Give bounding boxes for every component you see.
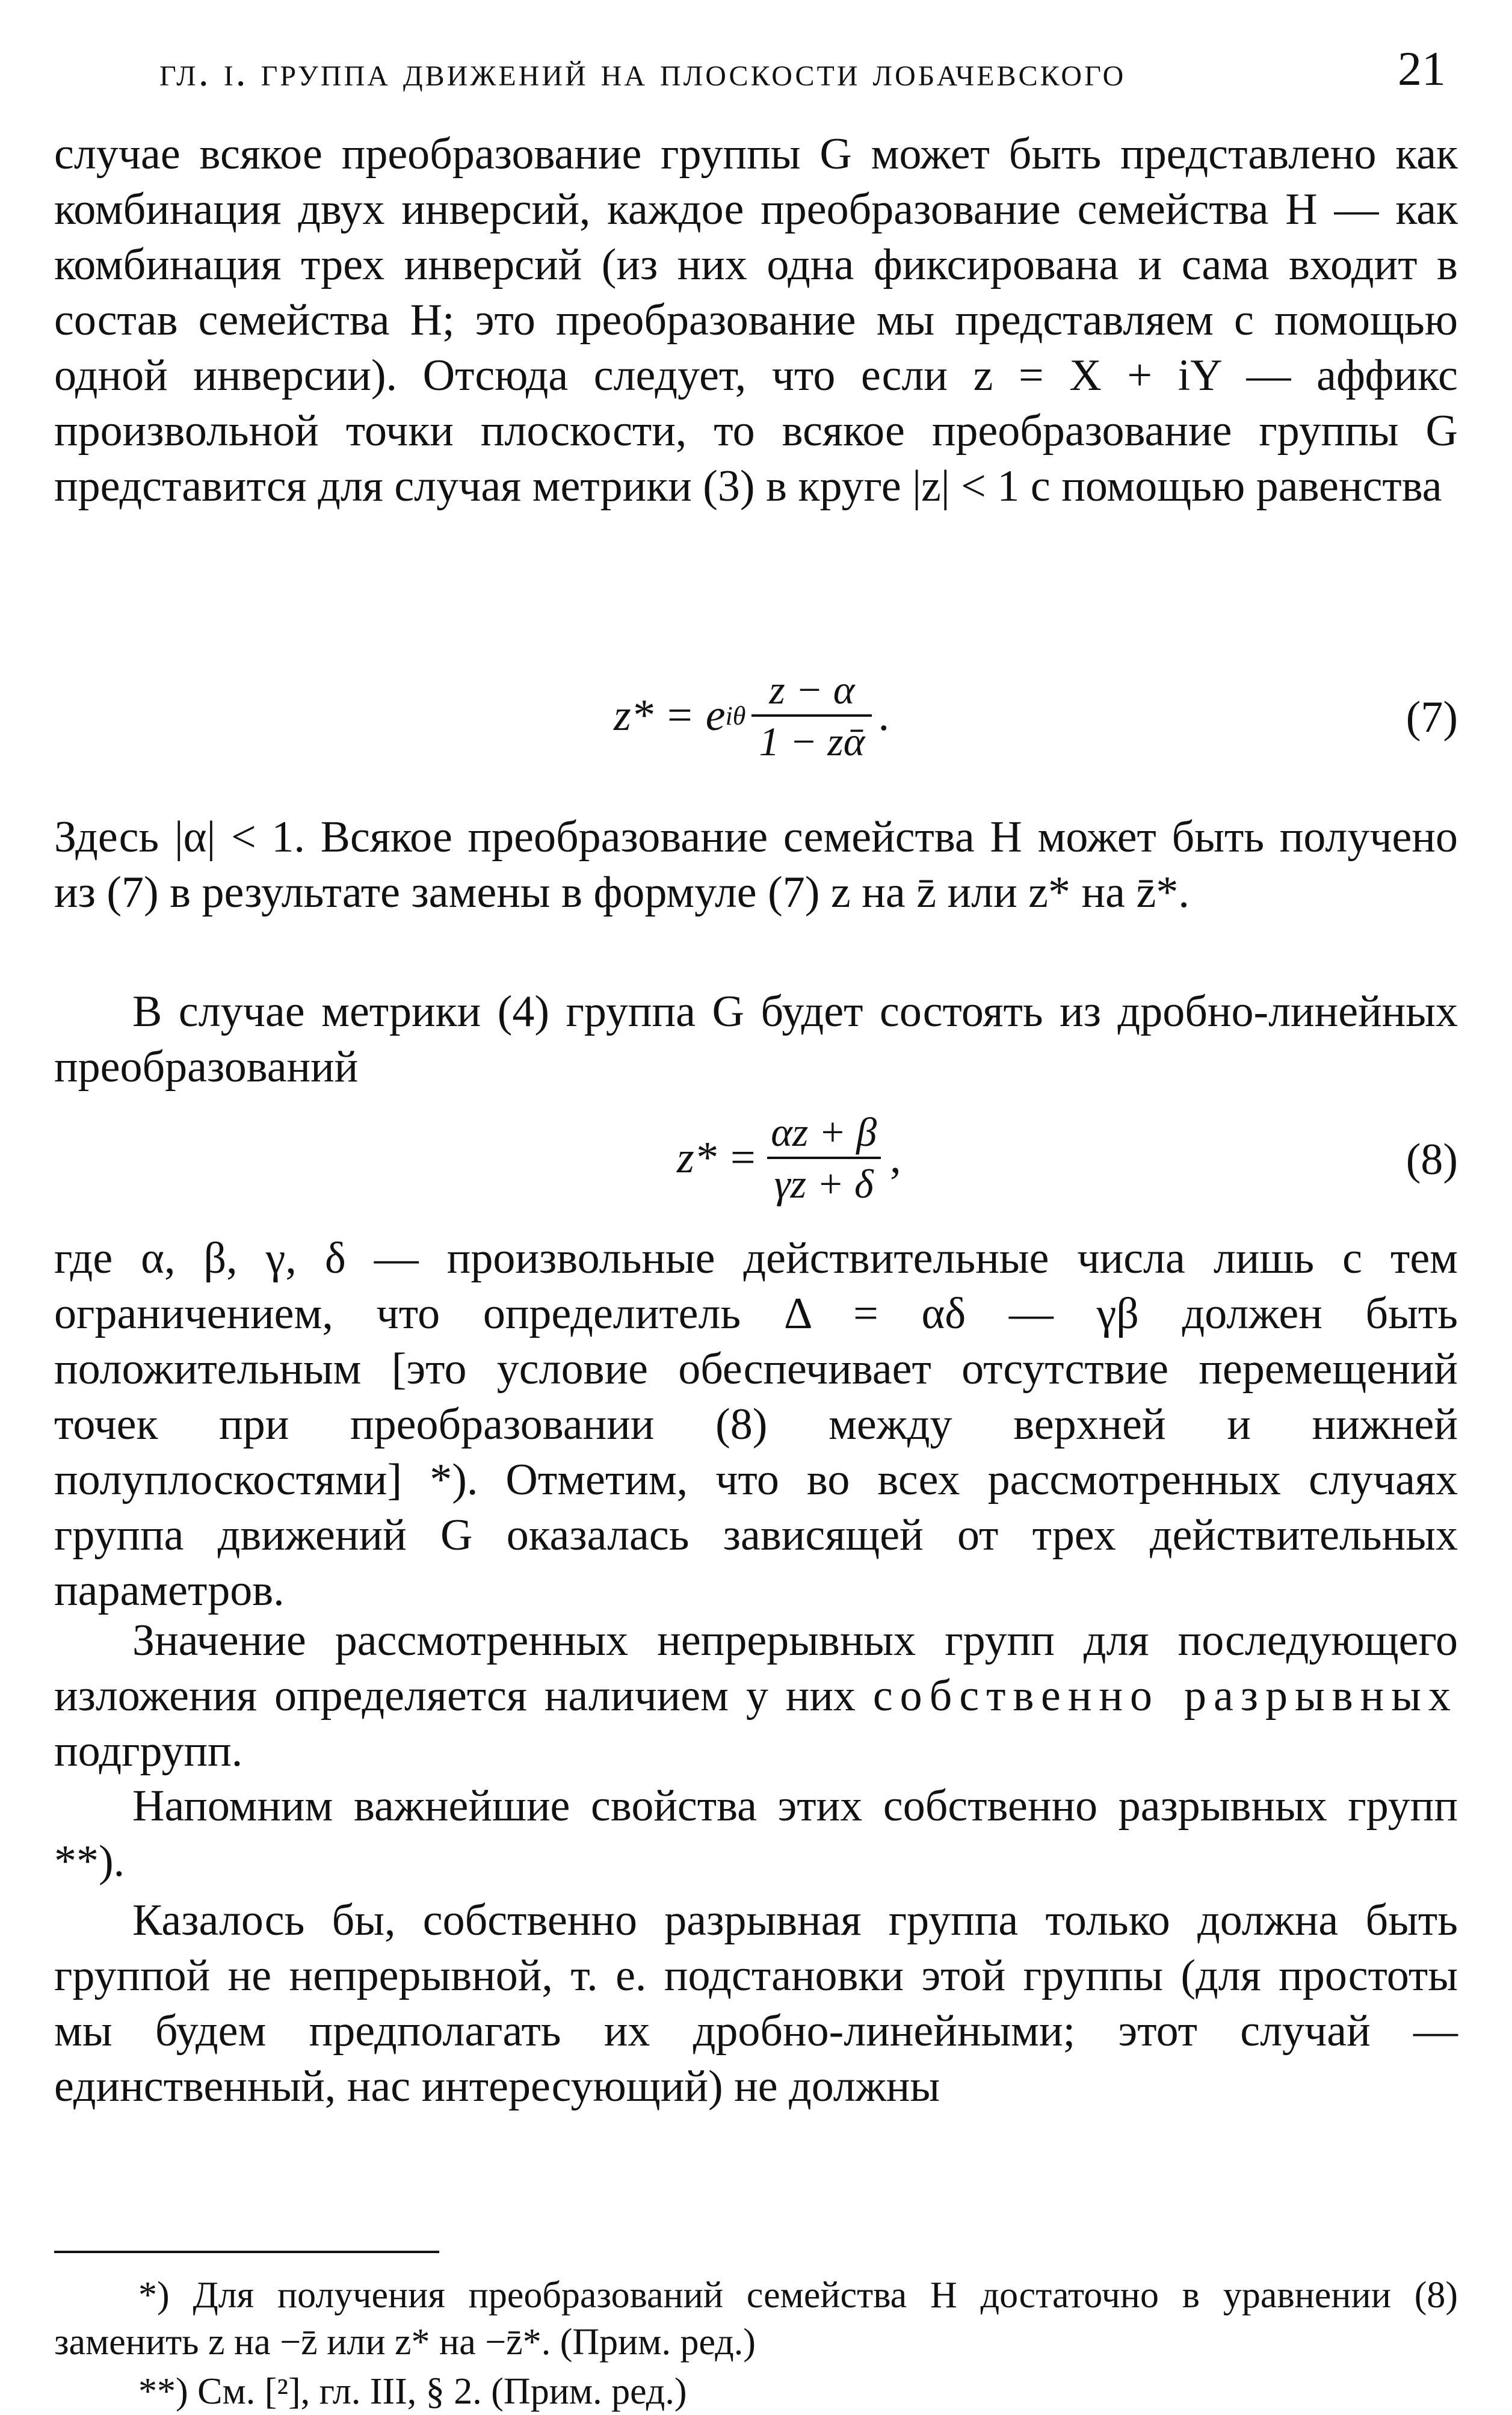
page-header [54,36,1458,108]
formula-8-fraction [764,1107,884,1208]
formula-8-tail: , [890,1133,901,1183]
formula-7-tail: . [878,690,889,740]
equation-number-7: (7) [1406,693,1458,742]
footnote-2: **) См. [²], гл. III, § 2. (Прим. ред.) [138,2371,687,2412]
formula-7 [54,665,1458,821]
paragraph-1: случае всякое преобразование группы G может быть представлено как комбинация двух инверсий, каждое преобразование семейства H — как комбинация трех инверсий (из них одна фиксирована и сама входит в состав семейства H; это преобразование мы представляем с помощью одной инверсии). Отсюда следует, что если z = X + iY — аффикс произвольной точки плоскости, то всякое преобразование группы G представится для случая метрики (3) в круге |z| < 1 с помощью равенства [54,129,1458,511]
formula-8-numerator: αz + β [771,1109,877,1155]
formula-7-denominator: 1 − zᾱ [751,714,872,766]
paragraph-5-end: подгрупп. [54,1727,243,1776]
paragraph-7: Казалось бы, собственно разрывная группа только должна быть группой не непрерывной, т. е. подстановки этой группы (для простоты мы будем предполагать их дробно-линейными; этот случай — единственный, нас интересующий) не должны [54,1896,1458,2111]
formula-7-numerator: z − α [769,667,855,713]
formula-7-body [614,665,889,766]
page-number: 21 [1398,43,1446,96]
equation-number-8: (8) [1406,1135,1458,1184]
formula-7-fraction [751,665,872,766]
paragraph-5-start: Значение рассмотренных непрерывных групп для последующего изложения определяется наличием у них [54,1616,1458,1721]
paragraph-5 [54,1613,1458,1779]
footnote-divider [54,2251,439,2253]
running-title: гл. i. группа движений на плоскости лобачевского [159,49,1126,94]
paragraph-6: Напомним важнейшие свойства этих собственно разрывных групп **). [54,1781,1458,1886]
formula-8-lhs: z* = [677,1133,758,1183]
book-page [54,36,1458,2412]
formula-8-denominator: γz + δ [767,1157,881,1208]
formula-8-body [677,1107,901,1208]
emphasis-spaced: собственно разрывных [872,1671,1458,1721]
footnote-1: *) Для получения преобразований семейства H достаточно в уравнении (8) заменить z на −z̄ или z* на −z̄*. (Прим. ред.) [54,2275,1458,2363]
paragraph-2: Здесь |α| < 1. Всякое преобразование семейства H может быть получено из (7) в результате замены в формуле (7) z на z̄ или z* на z̄*. [54,812,1458,917]
paragraph-4: где α, β, γ, δ — произвольные действительные числа лишь с тем ограничением, что определитель Δ = αδ — γβ должен быть положительным [это условие обеспечивает отсутствие перемещений точек при преобразовании (8) между верхней и нижней полуплоскостями] *). Отметим, что во всех рассмотренных случаях группа движений G оказалась зависящей от трех действительных параметров. [54,1234,1458,1615]
formula-7-lhs: z* = e [614,690,726,740]
paragraph-3: В случае метрики (4) группа G будет состоять из дробно-линейных преобразований [54,987,1458,1092]
formula-7-exponent: iθ [725,700,746,731]
